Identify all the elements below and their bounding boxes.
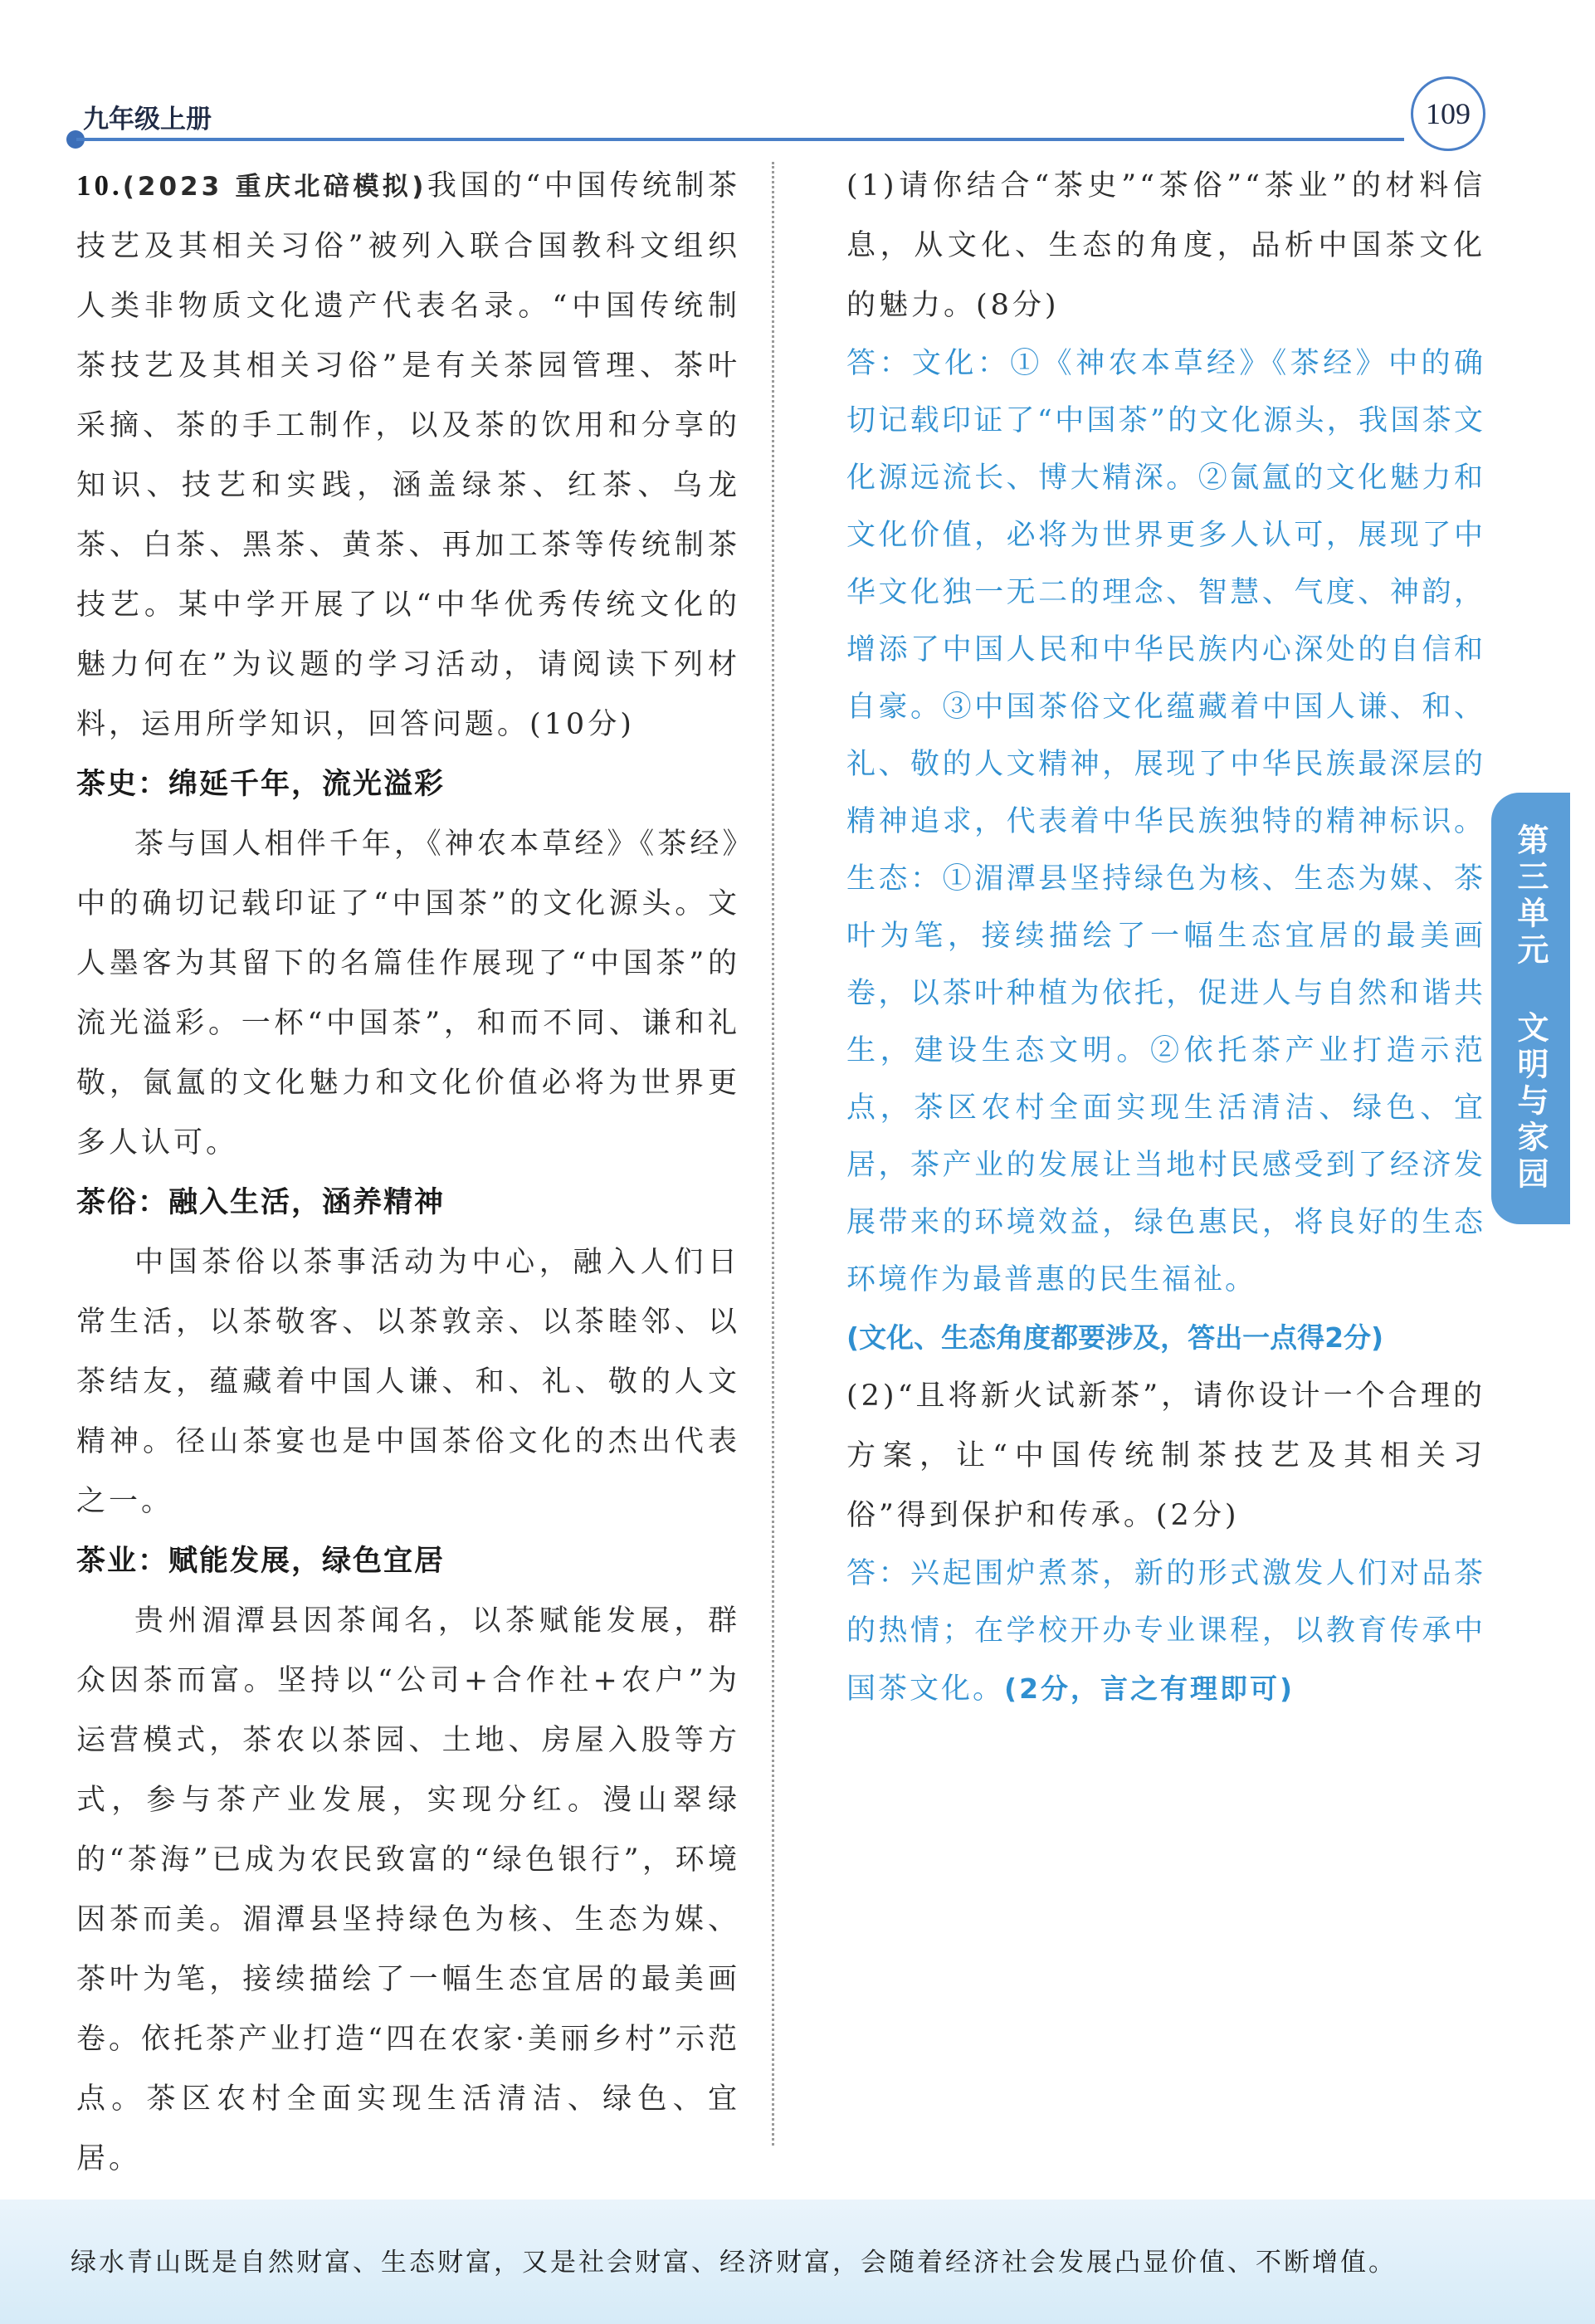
sub-question-1-prompt: (1)请你结合“茶史”“茶俗”“茶业”的材料信息，从文化、生态的角度，品析中国茶文化的魅力。(8分)	[846, 169, 1485, 322]
sub-question-2-answer-text: 答：兴起围炉煮茶，新的形式激发人们对品茶的热情；在学校开办专业课程，以教育传承中国茶文化。	[846, 1557, 1485, 1706]
footer-quote: 绿水青山既是自然财富、生态财富，又是社会财富、经济财富，会随着经济社会发展凸显价值、不断增值。	[71, 2248, 1397, 2278]
question-source: (2023 重庆北碚模拟)	[122, 172, 427, 202]
header-rule	[76, 138, 1404, 141]
sub-question-1-scoring-note: (文化、生态角度都要涉及，答出一点得2分)	[846, 1321, 1384, 1354]
column-divider	[772, 162, 774, 2146]
sub-questions	[846, 156, 1485, 1718]
grade-label: 九年级上册	[83, 105, 212, 134]
sub-question-1-answer: 答：文化：①《神农本草经》《茶经》中的确切记载印证了“中国茶”的文化源头，我国茶文化源远流长、博大精深。②氤氲的文化魅力和文化价值，必将为世界更多人认可，展现了中华文化独一无二的理念、智慧、气度、神韵，增添了中国人民和中华民族内心深处的自信和自豪。③中国茶俗文化蕴藏着中国人谦、和、礼、敬的人文精神，展现了中华民族最深层的精神追求，代表着中华民族独特的精神标识。生态：①湄潭县坚持绿色为核、生态为媒、茶叶为笔，接续描绘了一幅生态宜居的最美画卷，以茶叶种植为依托，促进人与自然和谐共生，建设生态文明。②依托茶产业打造示范点，茶区农村全面实现生活清洁、绿色、宜居，茶产业的发展让当地村民感受到了经济发展带来的环境效益，绿色惠民，将良好的生态环境作为最普惠的民生福祉。	[846, 347, 1485, 1296]
section-title-tea-industry: 茶业：赋能发展，绿色宜居	[76, 1545, 446, 1578]
sub-question-2-prompt: (2)“且将新火试新茶”，请你设计一个合理的方案，让“中国传统制茶技艺及其相关习俗”得到保护和传承。(2分)	[846, 1379, 1485, 1532]
question-material	[76, 156, 740, 2189]
sub-question-2-answer	[846, 1545, 1485, 1718]
section-text-tea-industry: 贵州湄潭县因茶闻名，以茶赋能发展，群众因茶而富。坚持以“公司+合作社+农户”为运营模式，茶农以茶园、土地、房屋入股等方式，参与茶产业发展，实现分红。漫山翠绿的“茶海”已成为农民致富的“绿色银行”，环境因茶而美。湄潭县坚持绿色为核、生态为媒、茶叶为笔，接续描绘了一幅生态宜居的最美画卷。依托茶产业打造“四在农家·美丽乡村”示范点。茶区农村全面实现生活清洁、绿色、宜居。	[76, 1604, 740, 2175]
section-text-tea-customs: 中国茶俗以茶事活动为中心，融入人们日常生活，以茶敬客、以茶敦亲、以茶睦邻、以茶结友，蕴藏着中国人谦、和、礼、敬的人文精神。径山茶宴也是中国茶俗文化的杰出代表之一。	[76, 1246, 740, 1518]
section-text-tea-history: 茶与国人相伴千年，《神农本草经》《茶经》中的确切记载印证了“中国茶”的文化源头。文人墨客为其留下的名篇佳作展现了“中国茶”的流光溢彩。一杯“中国茶”，和而不同、谦和礼敬，氤氲的文化魅力和文化价值必将为世界更多人认可。	[76, 828, 740, 1160]
question-intro	[76, 156, 740, 754]
section-title-tea-customs: 茶俗：融入生活，涵养精神	[76, 1186, 446, 1219]
unit-side-tab-label: 第三单元 文明与家园	[1512, 823, 1549, 1194]
question-number: 10.	[76, 169, 123, 202]
page-number: 109	[1411, 76, 1485, 151]
question-intro-text: 我国的“中国传统制茶技艺及其相关习俗”被列入联合国教科文组织人类非物质文化遗产代表名录。“中国传统制茶技艺及其相关习俗”是有关茶园管理、茶叶采摘、茶的手工制作，以及茶的饮用和分享的知识、技艺和实践，涵盖绿茶、红茶、乌龙茶、白茶、黑茶、黄茶、再加工茶等传统制茶技艺。某中学开展了以“中华优秀传统文化的魅力何在”为议题的学习活动，请阅读下列材料，运用所学知识，回答问题。(10分)	[76, 169, 740, 741]
unit-side-tab	[1491, 793, 1570, 1224]
sub-question-2-scoring-note: (2分，言之有理即可)	[1004, 1672, 1295, 1705]
section-title-tea-history: 茶史：绵延千年，流光溢彩	[76, 768, 446, 801]
